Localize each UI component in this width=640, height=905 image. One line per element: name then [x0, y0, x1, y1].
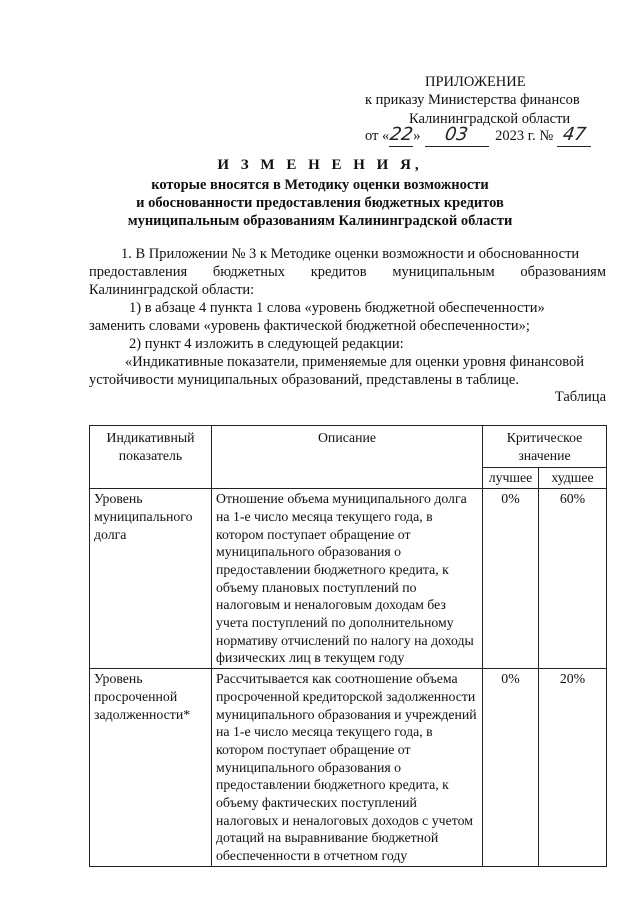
header-indicator: Индикативный показатель: [90, 426, 212, 489]
date-mid: »: [413, 128, 421, 144]
paragraph-4-line-2: устойчивости муниципальных образований, представлены в таблице.: [89, 372, 519, 388]
row-1-worst: 60%: [539, 489, 607, 669]
table-row: [90, 489, 607, 669]
paragraph-3: 2) пункт 4 изложить в следующей редакции:: [129, 336, 404, 352]
row-2-worst: 20%: [539, 669, 607, 867]
order-date-line: [365, 125, 591, 147]
header-best: лучшее: [483, 468, 539, 489]
table-caption: Таблица: [554, 389, 606, 405]
paragraph-1-line-3: Калининградской области:: [89, 282, 255, 298]
number-handwritten: 47: [561, 124, 588, 145]
heading-line-1: которые вносятся в Методику оценки возможности: [151, 177, 489, 193]
indicators-table: [89, 425, 607, 867]
header-critical-value: Критическое значение: [483, 426, 607, 468]
header-worst: худшее: [539, 468, 607, 489]
document-heading: И З М Е Н Е Н И Я,: [217, 157, 423, 173]
row-1-best: 0%: [483, 489, 539, 669]
row-1-description: Отношение объема муниципального долга на 1-е число месяца текущего года, в котором поступает обращение от муниципального образования о предоставлении бюджетного кредита, к объему плановых поступлений по налоговым и неналоговым доходам без учета поступлений по дополнительному нормативу отчислений по налогу на доходы физических лиц в текущем году: [212, 489, 483, 669]
month-field: [425, 125, 489, 147]
row-2-indicator: Уровень просроченной задолженности*: [90, 669, 212, 867]
paragraph-1-line-2: предоставления бюджетных кредитов муниципальным образованиям: [89, 264, 606, 280]
day-handwritten: 22: [388, 124, 415, 145]
appendix-title: ПРИЛОЖЕНИЕ: [425, 74, 526, 90]
day-field: [389, 125, 413, 147]
paragraph-2-line-1: 1) в абзаце 4 пункта 1 слова «уровень бюджетной обеспеченности»: [129, 300, 545, 316]
date-prefix: от «: [365, 128, 390, 144]
region-name: Калининградской области: [409, 111, 571, 127]
row-2-best: 0%: [483, 669, 539, 867]
number-field: [557, 125, 591, 147]
table-row: [90, 669, 607, 867]
row-1-indicator: Уровень муниципального долга: [90, 489, 212, 669]
heading-line-2: и обоснованности предоставления бюджетных кредитов: [136, 195, 504, 211]
table-header-row: [90, 426, 607, 468]
paragraph-4-line-1: «Индикативные показатели, применяемые для оценки уровня финансовой: [125, 354, 585, 370]
year-number-label: 2023 г. №: [495, 128, 554, 144]
month-handwritten: 03: [443, 124, 470, 145]
heading-line-3: муниципальным образованиям Калининградской области: [127, 213, 513, 229]
paragraph-1-line-1: 1. В Приложении № 3 к Методике оценки возможности и обоснованности: [121, 246, 580, 262]
paragraph-2-line-2: заменить словами «уровень фактической бюджетной обеспеченности»;: [89, 318, 530, 334]
row-2-description: Рассчитывается как соотношение объема просроченной кредиторской задолженности муниципального образования и учреждений на 1-е число месяца текущего года, в котором поступает обращение от муниципального образования о предоставлении бюджетного кредита, к объему фактических поступлений налоговых и неналоговых доходов с учетом дотаций на выравнивание бюджетной обеспеченности в отчетном году: [212, 669, 483, 867]
header-description: Описание: [212, 426, 483, 489]
order-reference: к приказу Министерства финансов: [365, 92, 580, 108]
